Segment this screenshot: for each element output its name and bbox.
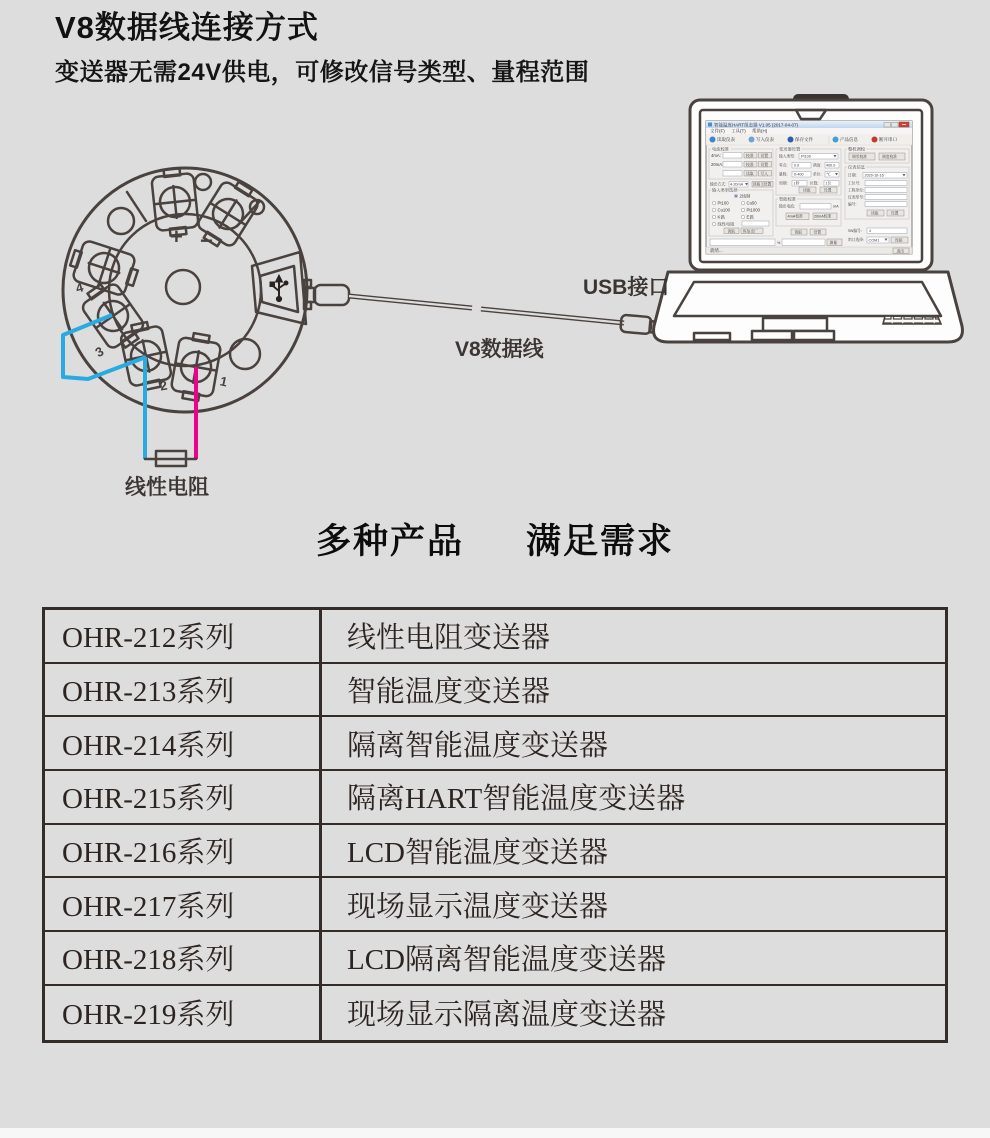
svg-text:0-400: 0-400 bbox=[794, 172, 804, 177]
radio-option bbox=[712, 208, 716, 212]
table-row-name: LCD智能温度变送器 bbox=[322, 825, 945, 879]
svg-text:工程单位:: 工程单位: bbox=[848, 188, 865, 193]
svg-text:日期:: 日期: bbox=[848, 173, 857, 178]
svg-text:2线制: 2线制 bbox=[739, 193, 751, 199]
usb-socket bbox=[252, 252, 311, 324]
toolbar-icon-disconnect bbox=[872, 137, 878, 143]
svg-text:0.0: 0.0 bbox=[794, 163, 800, 168]
svg-text:Cu50: Cu50 bbox=[746, 200, 757, 206]
svg-text:输入类型:: 输入类型: bbox=[779, 154, 796, 159]
svg-text:量程:: 量程: bbox=[779, 172, 788, 177]
table-row-series: OHR-212系列 bbox=[45, 610, 322, 664]
group-input-type: 输入类型选择 bbox=[712, 187, 738, 193]
group-meter-info: 仪表信息 bbox=[848, 164, 866, 170]
maximize-button bbox=[892, 123, 899, 128]
terminal-label-plus: + bbox=[170, 224, 183, 249]
connection-diagram bbox=[0, 90, 990, 510]
table-row-name: 隔离智能温度变送器 bbox=[322, 717, 945, 771]
svg-text:连接: 连接 bbox=[895, 238, 903, 243]
usb-icon bbox=[270, 275, 288, 302]
svg-text:设置: 设置 bbox=[813, 230, 822, 235]
svg-text:读取: 读取 bbox=[803, 188, 811, 193]
table-row-series: OHR-217系列 bbox=[45, 878, 322, 932]
measure-field-1 bbox=[710, 239, 775, 246]
label-4ma: 4mA: bbox=[711, 153, 721, 158]
table-row-name: LCD隔离智能温度变送器 bbox=[322, 932, 945, 986]
svg-text:设置: 设置 bbox=[891, 211, 899, 216]
table-row-series: OHR-213系列 bbox=[45, 664, 322, 718]
svg-text:退出: 退出 bbox=[896, 249, 905, 254]
svg-text:E偶: E偶 bbox=[746, 214, 754, 220]
group-current-cal: 电流校准 bbox=[712, 146, 730, 152]
trackpad-button bbox=[752, 331, 792, 340]
page-subtitle: 变送器无需24V供电，可修改信号类型、量程范围 bbox=[55, 59, 590, 86]
page-title: V8数据线连接方式 bbox=[55, 10, 319, 45]
status-text: 就绪... bbox=[710, 248, 723, 253]
toolbar-icon-info bbox=[833, 137, 839, 143]
svg-text:零点:: 零点: bbox=[779, 163, 788, 168]
software-window bbox=[706, 121, 912, 254]
terminal-label-1: 1 bbox=[218, 373, 229, 390]
svg-text:Pt100: Pt100 bbox=[717, 200, 729, 206]
radio-option bbox=[741, 208, 745, 212]
toolbar-icon-save bbox=[788, 137, 794, 143]
table-row-name: 现场显示隔离温度变送器 bbox=[347, 999, 667, 1032]
svg-text:4: 4 bbox=[869, 229, 872, 233]
toolbar-icon-write bbox=[749, 137, 755, 143]
svg-text:SN编号:: SN编号: bbox=[848, 229, 862, 233]
svg-text:读取: 读取 bbox=[871, 211, 879, 216]
svg-text:1位: 1位 bbox=[825, 181, 832, 186]
radio-option bbox=[741, 215, 745, 219]
trackpad-button bbox=[794, 331, 834, 340]
svg-text:周期:: 周期: bbox=[779, 181, 788, 186]
svg-text:测量: 测量 bbox=[829, 241, 838, 245]
svg-text:设置: 设置 bbox=[824, 188, 832, 193]
terminal-label-minus: − bbox=[200, 228, 213, 253]
table-row-name: 现场显示温度变送器 bbox=[322, 878, 945, 932]
menu-file: 文件(F) bbox=[710, 128, 725, 134]
measure-field-2 bbox=[782, 239, 825, 246]
svg-text:mA: mA bbox=[833, 204, 839, 209]
usb-port-label: USB接口 bbox=[583, 276, 670, 299]
svg-text:设置: 设置 bbox=[763, 182, 772, 187]
svg-text:Pt100: Pt100 bbox=[801, 154, 811, 159]
svg-text:设置: 设置 bbox=[760, 162, 769, 167]
hole bbox=[230, 339, 260, 369]
svg-text:编号:: 编号: bbox=[848, 202, 857, 207]
group-adjust: 整机调校 bbox=[848, 146, 866, 152]
svg-text:COM1: COM1 bbox=[868, 238, 880, 243]
bottom-strip bbox=[0, 1128, 990, 1138]
menu-help: 帮助(H) bbox=[752, 128, 768, 134]
hole bbox=[195, 174, 211, 190]
svg-text:满度校准: 满度校准 bbox=[882, 154, 898, 159]
radio-option bbox=[741, 201, 745, 205]
table-row-series: OHR-218系列 bbox=[45, 932, 322, 986]
radio-option bbox=[712, 201, 716, 205]
svg-text:满度:: 满度: bbox=[813, 163, 822, 168]
label-20ma: 20mA: bbox=[711, 162, 724, 167]
svg-text:单位:: 单位: bbox=[813, 172, 822, 177]
svg-text:校准: 校准 bbox=[746, 162, 754, 167]
toolbar-info: 产品信息 bbox=[840, 137, 858, 142]
laptop bbox=[654, 94, 963, 342]
field-4ma bbox=[723, 153, 742, 159]
svg-text:400.0: 400.0 bbox=[826, 163, 836, 168]
svg-text:Cu100: Cu100 bbox=[717, 207, 731, 213]
radio-option bbox=[712, 215, 716, 219]
table-row-name: 线性电阻变送器 bbox=[322, 610, 945, 664]
toolbar-save: 保存文件 bbox=[795, 137, 813, 142]
svg-text:读取: 读取 bbox=[746, 171, 754, 176]
table-row-name: 隔离HART智能温度变送器 bbox=[322, 771, 945, 825]
svg-text:1秒: 1秒 bbox=[793, 181, 800, 186]
numpad bbox=[883, 316, 941, 324]
terminal-label-2: 2 bbox=[158, 377, 169, 394]
toolbar-write: 写入仪表 bbox=[756, 137, 774, 142]
svg-text:串口选择:: 串口选择: bbox=[848, 238, 865, 242]
svg-text:K偶: K偶 bbox=[717, 214, 725, 220]
svg-text:读取: 读取 bbox=[727, 229, 736, 234]
trackpad bbox=[763, 318, 827, 331]
window-title: 智能温度HART组态器 V1.05 (2017-04-07) bbox=[714, 122, 798, 128]
terminal-label-4: 4 bbox=[74, 279, 85, 296]
svg-text:位数:: 位数: bbox=[810, 181, 819, 186]
svg-text:4-20mA: 4-20mA bbox=[730, 182, 744, 187]
svg-text:仪表型号:: 仪表型号: bbox=[848, 195, 865, 200]
table-row-series: OHR-216系列 bbox=[45, 825, 322, 879]
toolbar-disconnect: 断开串口 bbox=[879, 137, 897, 142]
svg-text:%: % bbox=[777, 241, 781, 245]
svg-text:Pt1000: Pt1000 bbox=[746, 207, 760, 213]
group-smart-cal: 智能校准 bbox=[779, 196, 797, 202]
svg-text:设置: 设置 bbox=[760, 153, 769, 158]
svg-text:输出电流:: 输出电流: bbox=[779, 204, 796, 209]
table-row-series: OHR-214系列 bbox=[45, 717, 322, 771]
cable-label: V8数据线 bbox=[455, 338, 544, 361]
svg-text:读取: 读取 bbox=[794, 230, 803, 235]
toolbar-read: 读取仪表 bbox=[717, 137, 735, 142]
svg-text:工位号:: 工位号: bbox=[848, 181, 861, 186]
terminal-label-3: 3 bbox=[92, 343, 107, 361]
svg-text:校准: 校准 bbox=[746, 153, 754, 158]
svg-text:调零校准: 调零校准 bbox=[852, 154, 868, 159]
svg-text:4mA校准: 4mA校准 bbox=[787, 214, 803, 219]
svg-text:20mA校准: 20mA校准 bbox=[814, 214, 832, 219]
svg-text:2020-10-16: 2020-10-16 bbox=[864, 173, 884, 178]
app-icon bbox=[708, 123, 712, 127]
table-row-series: OHR-219系列 bbox=[45, 986, 322, 1040]
svg-text:读取: 读取 bbox=[752, 182, 761, 187]
svg-text:℃: ℃ bbox=[826, 172, 831, 177]
table-row-name: 智能温度变送器 bbox=[322, 664, 945, 718]
svg-text:恢复出厂: 恢复出厂 bbox=[743, 229, 759, 234]
svg-text:线性电阻: 线性电阻 bbox=[717, 221, 735, 227]
minimize-button bbox=[884, 123, 891, 128]
toolbar-icon-read bbox=[710, 137, 716, 143]
svg-text:写入: 写入 bbox=[760, 171, 769, 176]
section-heading-right: 满足需求 bbox=[526, 522, 675, 561]
product-table bbox=[42, 607, 948, 1043]
section-heading-left: 多种产品 bbox=[315, 522, 464, 561]
resistor-label: 线性电阻 bbox=[125, 476, 209, 499]
hole bbox=[108, 208, 134, 234]
table-row-series: OHR-215系列 bbox=[45, 771, 322, 825]
field-20ma bbox=[723, 162, 742, 168]
radio-option bbox=[712, 222, 716, 226]
menu-tools: 工具(T) bbox=[731, 128, 746, 134]
group-transmitter: 变送器设置 bbox=[779, 146, 801, 152]
section-heading bbox=[0, 514, 990, 564]
label-output-mode: 输出方式: bbox=[710, 182, 727, 187]
